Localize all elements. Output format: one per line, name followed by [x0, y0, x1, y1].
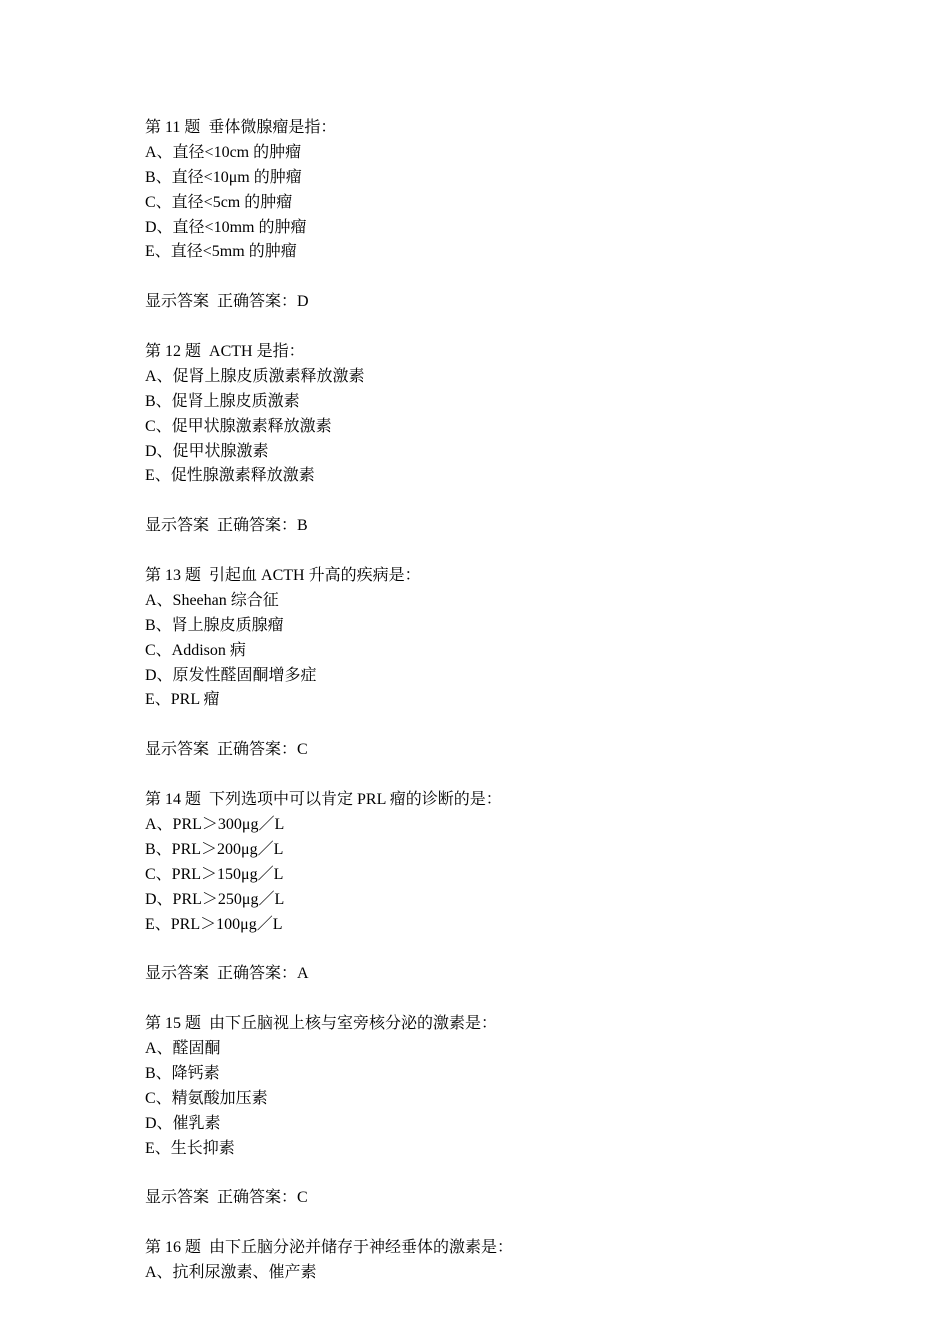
show-answer-link[interactable]: 显示答案 [145, 965, 210, 983]
spacer [145, 1211, 905, 1236]
answer-option: E、PRL 瘤 [145, 691, 220, 709]
question-number: 第 13 题 [145, 567, 202, 585]
answer-option: A、醛固酮 [145, 1039, 221, 1057]
answer-option: E、生长抑素 [145, 1139, 235, 1157]
answer-option: C、精氨酸加压素 [145, 1089, 268, 1107]
answer-option: A、促肾上腺皮质激素释放激素 [145, 367, 365, 385]
show-answer-link[interactable]: 显示答案 [145, 293, 210, 311]
question-block [145, 1012, 905, 1236]
answer-option: C、Addison 病 [145, 641, 246, 659]
spacer [145, 1161, 905, 1186]
answer-option: B、肾上腺皮质腺瘤 [145, 616, 284, 634]
answer-row [145, 1186, 905, 1211]
question-stem: 垂体微腺瘤是指： [208, 119, 337, 136]
question-heading [145, 564, 905, 589]
answer-option: A、直径<10cm 的肿瘤 [145, 143, 302, 161]
question-number: 第 14 题 [145, 791, 202, 809]
answer-row [145, 514, 905, 539]
answer-option: C、PRL＞150μg／L [145, 865, 284, 883]
answer-option: E、PRL＞100μg／L [145, 915, 283, 933]
show-answer-link[interactable]: 显示答案 [145, 1189, 210, 1207]
answer-option: C、直径<5cm 的肿瘤 [145, 193, 293, 211]
question-block [145, 564, 905, 788]
question-heading [145, 788, 905, 813]
answer-option: A、PRL＞300μg／L [145, 815, 285, 833]
correct-answer: 正确答案：B [217, 517, 308, 535]
spacer [145, 937, 905, 962]
spacer [145, 713, 905, 738]
answer-option: C、促甲状腺激素释放激素 [145, 417, 332, 435]
spacer [145, 763, 905, 788]
answer-option: B、PRL＞200μg／L [145, 840, 284, 858]
question-number: 第 12 题 [145, 343, 202, 361]
show-answer-link[interactable]: 显示答案 [145, 741, 210, 759]
spacer [145, 489, 905, 514]
question-stem: 由下丘脑视上核与室旁核分泌的激素是： [209, 1015, 498, 1033]
answer-row [145, 962, 905, 987]
answer-option: B、降钙素 [145, 1064, 220, 1082]
answer-option: E、促性腺激素释放激素 [145, 467, 315, 485]
correct-answer: 正确答案：C [217, 741, 308, 759]
question-list [145, 116, 905, 1286]
question-block [145, 1236, 905, 1286]
question-stem: 由下丘脑分泌并储存于神经垂体的激素是： [209, 1239, 514, 1257]
spacer [145, 265, 905, 290]
question-number: 第 15 题 [145, 1015, 202, 1033]
answer-option: B、直径<10μm 的肿瘤 [145, 168, 302, 186]
answer-option: A、Sheehan 综合征 [145, 591, 279, 609]
answer-option: D、PRL＞250μg／L [145, 890, 285, 908]
question-block [145, 788, 905, 1012]
answer-option: E、直径<5mm 的肿瘤 [145, 243, 297, 261]
question-stem: 下列选项中可以肯定 PRL 瘤的诊断的是： [209, 791, 502, 809]
spacer [145, 987, 905, 1012]
question-number: 第 11 题 [145, 119, 201, 136]
question-number: 第 16 题 [145, 1239, 202, 1257]
correct-answer: 正确答案：C [217, 1189, 308, 1207]
answer-option: D、催乳素 [145, 1114, 221, 1132]
question-heading [145, 1012, 905, 1037]
correct-answer: 正确答案：A [217, 965, 309, 983]
show-answer-link[interactable]: 显示答案 [145, 517, 210, 535]
answer-row [145, 290, 905, 315]
spacer [145, 539, 905, 564]
answer-option: D、原发性醛固酮增多症 [145, 666, 317, 684]
answer-option: B、促肾上腺皮质激素 [145, 392, 300, 410]
question-heading [145, 1236, 905, 1261]
question-block [145, 116, 905, 340]
question-stem: ACTH 是指： [209, 343, 305, 361]
answer-option: A、抗利尿激素、催产素 [145, 1263, 317, 1281]
correct-answer: 正确答案：D [217, 293, 309, 311]
answer-option: D、直径<10mm 的肿瘤 [145, 218, 307, 236]
question-stem: 引起血 ACTH 升高的疾病是： [209, 567, 421, 585]
question-heading [145, 116, 905, 141]
question-block [145, 340, 905, 564]
spacer [145, 315, 905, 340]
answer-row [145, 738, 905, 763]
question-heading [145, 340, 905, 365]
answer-option: D、促甲状腺激素 [145, 442, 269, 460]
